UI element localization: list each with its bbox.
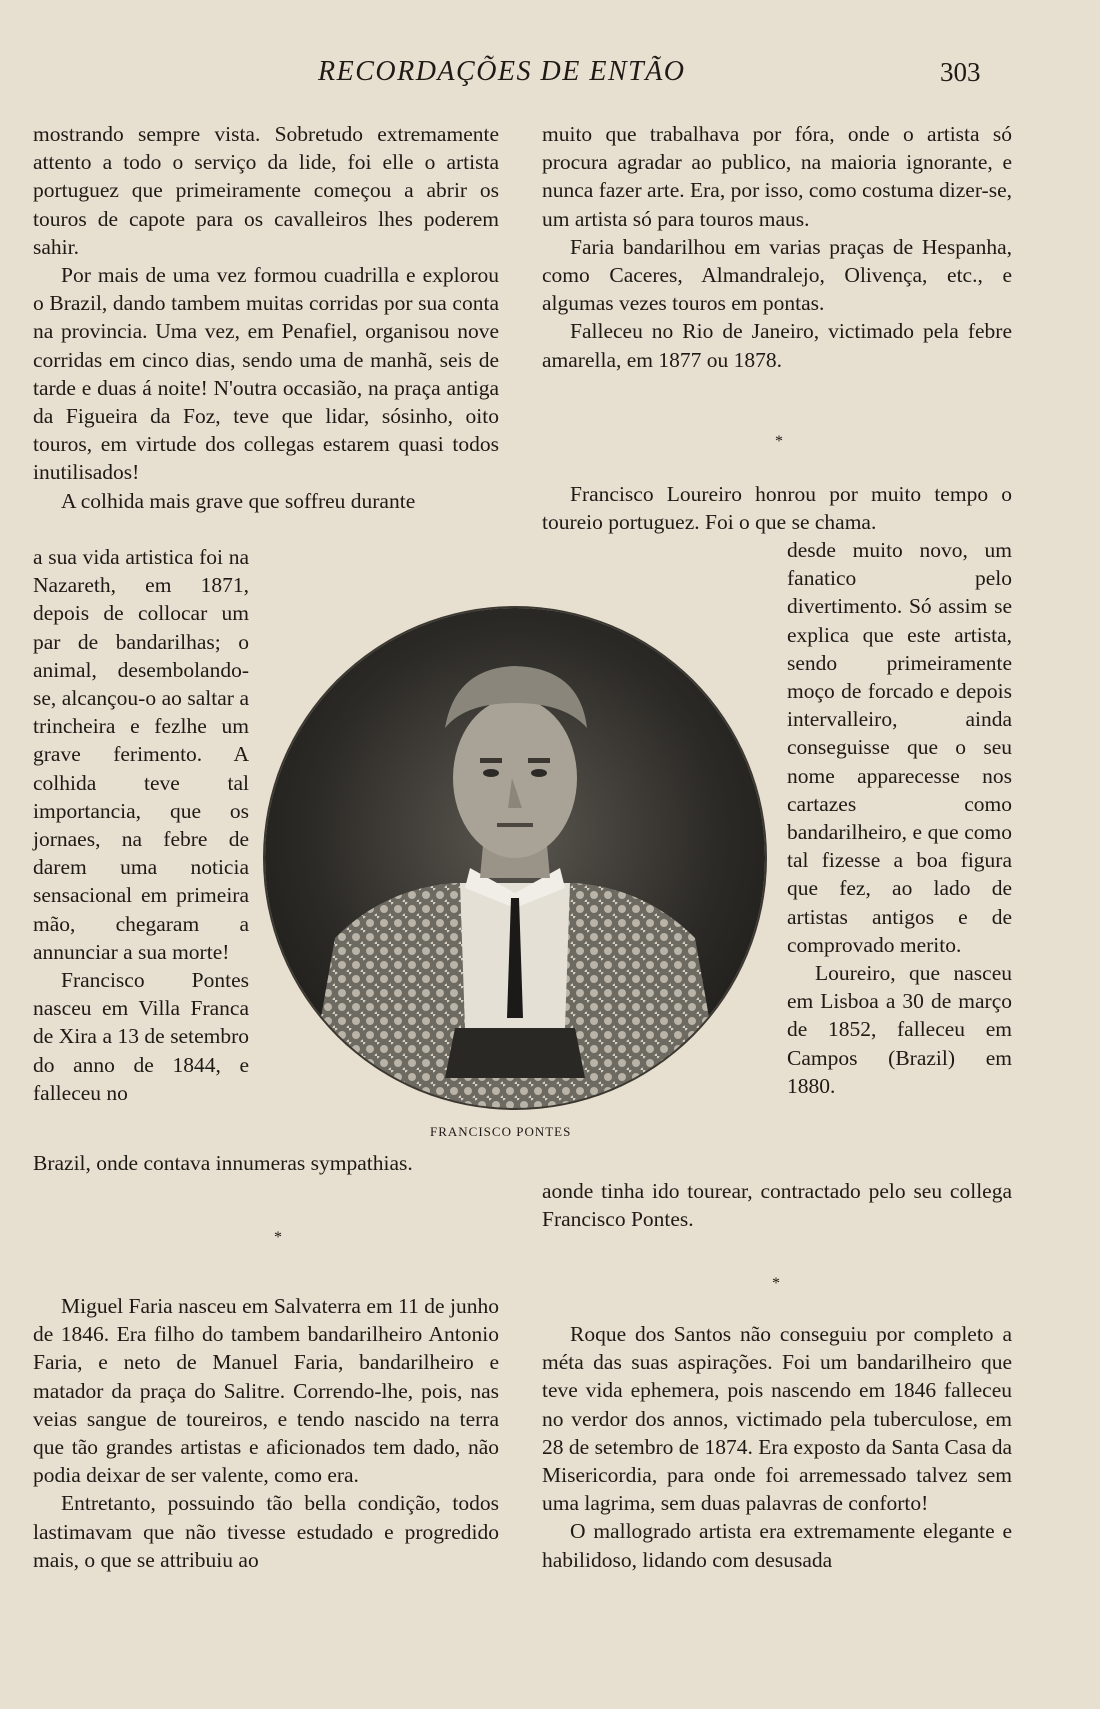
paragraph: Francisco Loureiro honrou por muito tempo o toureio portuguez. Foi o que se chama.: [542, 482, 1012, 535]
left-column-after-portrait: [33, 1149, 499, 1177]
paragraph: Miguel Faria nasceu em Salvaterra em 11 de junho de 1846. Era filho do tambem bandarilheiro Antonio Faria, e neto de Manuel Faria, bandarilheiro e matador da praça do Salitre. Correndo-lhe, pois, nas veias sangue de toureiros, e tendo nascido na terra que tão grandes artistas e aficionados tem dado, não podia deixar de ser valente, como era.: [33, 1294, 499, 1488]
paragraph: Roque dos Santos não conseguiu por completo a méta das suas aspirações. Foi um bandarilheiro que teve vida ephemera, pois nascendo em 1846 falleceu no verdor dos annos, victimado pela tuberculose, em 28 de setembro de 1874. Era exposto da Santa Casa da Misericordia, para onde foi arremessado talvez sem uma lagrima, sem duas palavras de conforto!: [542, 1322, 1012, 1516]
left-column-wrap: [33, 543, 249, 1107]
paragraph: A colhida mais grave que soffreu durante: [61, 488, 416, 513]
portrait-illustration: [265, 608, 765, 1108]
paragraph: Brazil, onde contava innumeras sympathias.: [33, 1151, 413, 1175]
paragraph: Francisco Pontes nasceu em Villa Franca de Xira a 13 de setembro do anno de 1844, e falleceu no: [33, 968, 249, 1105]
paragraph: desde muito novo, um fanatico pelo divertimento. Só assim se explica que este artista, sendo primeiramente moço de forcado e depois intervalleiro, ainda conseguisse que o seu nome apparecesse nos cartazes como bandarilheiro, e que como tal fizesse a boa figura que fez, ao lado de artistas antigos e de comprovado merito.: [787, 538, 1012, 957]
paragraph: Entretanto, possuindo tão bella condição, todos lastimavam que não tivesse estudado e progredido mais, o que se attribuiu ao: [33, 1491, 499, 1572]
portrait-caption: FRANCISCO PONTES: [430, 1124, 572, 1139]
page-number: 303: [940, 57, 981, 87]
right-column-wrap: [787, 536, 1012, 1100]
paragraph: Falleceu no Rio de Janeiro, victimado pela febre amarella, em 1877 ou 1878.: [542, 319, 1012, 372]
paragraph: Faria bandarilhou em varias praças de Hespanha, como Caceres, Almandralejo, Olivença, etc., e algumas vezes touros em pontas.: [542, 234, 1012, 316]
paragraph: a sua vida artistica foi na Nazareth, em 1871, depois de collocar um par de bandarilhas; o animal, desembolando-se, alcançou-o ao saltar a trincheira e fezlhe um grave ferimento. A colhida teve tal importancia, que os jornaes, na febre de darem uma noticia sensacional em primeira mão, chegaram a annunciar a sua morte!: [33, 545, 249, 964]
paragraph: mostrando sempre vista. Sobretudo extremamente attento a todo o serviço da lide, foi elle o artista portuguez que primeiramente começou a abrir os touros de capote para os cavalleiros lhes poderem sahir.: [33, 122, 499, 259]
left-column-bottom: [33, 1292, 499, 1574]
left-column-top: [33, 120, 499, 515]
paragraph: aonde tinha ido tourear, contractado pelo seu collega Francisco Pontes.: [542, 1179, 1012, 1232]
paragraph: Loureiro, que nasceu em Lisboa a 30 de março de 1852, falleceu em Campos (Brazil) em 1880.: [787, 961, 1012, 1098]
paragraph: muito que trabalhava por fóra, onde o artista só procura agradar ao publico, na maioria ignorante, e nunca fazer arte. Era, por isso, como costuma dizer-se, um artista só para touros maus.: [542, 122, 1012, 231]
section-separator: *: [274, 1229, 282, 1246]
section-separator: *: [775, 433, 783, 450]
paragraph: O mallogrado artista era extremamente elegante e habilidoso, lidando com desusada: [542, 1519, 1012, 1572]
right-column-bottom: [542, 1320, 1012, 1574]
right-column-top: [542, 120, 1012, 374]
section-separator: *: [772, 1275, 780, 1292]
right-column-middle: [542, 480, 1012, 536]
right-column-after-portrait: [542, 1177, 1012, 1233]
running-header: RECORDAÇÕES DE ENTÃO: [318, 56, 686, 87]
portrait-photo: [265, 608, 765, 1108]
paragraph: Por mais de uma vez formou cuadrilla e explorou o Brazil, dando tambem muitas corridas por sua conta na provincia. Uma vez, em Penafiel, organisou nove corridas em cinco dias, sendo uma de manhã, seis de tarde e duas á noite! N'outra occasião, na praça antiga da Figueira da Foz, teve que lidar, sósinho, oito touros, em virtude dos collegas estarem quasi todos inutilisados!: [33, 263, 499, 485]
